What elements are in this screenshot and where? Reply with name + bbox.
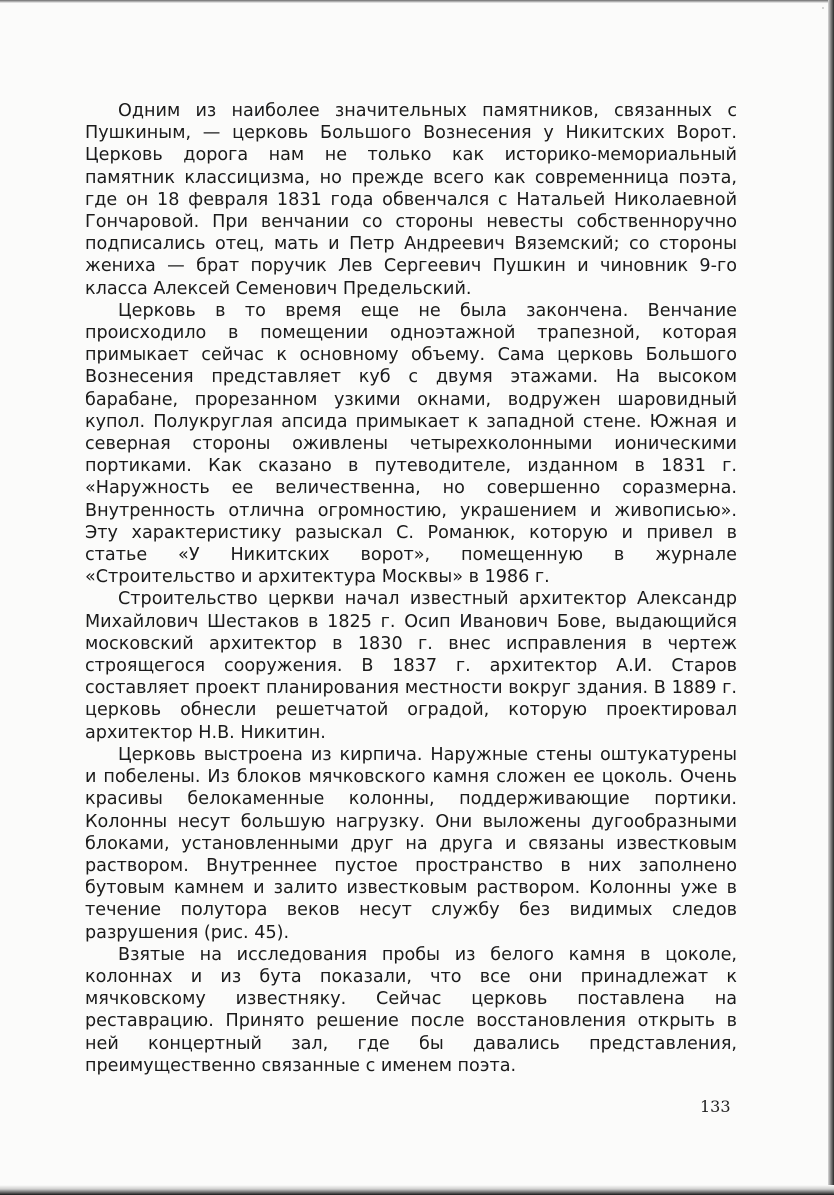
paragraph-5: Взятые на исследования пробы из белого камня в цоколе, колоннах и из бута показали, что все они принадлежат к мячковскому известняку. Сейчас церковь поставлена на реставрацию. Принято решение после восстановления открыть в ней концертный зал, где бы давались представления, преимущественно связанные с именем поэта. — [85, 944, 737, 1076]
scan-edge-top — [0, 0, 834, 3]
page-number: 133 — [700, 1097, 731, 1116]
scan-edge-bottom — [0, 1185, 834, 1195]
paragraph-1: Одним из наиболее значительных памятников, связанных с Пушкиным, — церковь Большого Вознесения у Никитских Ворот. Церковь дорога нам не только как историко-мемориальный памятник классицизма, но прежде всего как современница поэта, где он 18 февраля 1831 года обвенчался с Натальей Николаевной Гончаровой. При венчании со стороны невесты собственноручно подписались отец, мать и Петр Андреевич Вяземский; со стороны жениха — брат поручик Лев Сергеевич Пушкин и чиновник 9-го класса Алексей Семенович Предельский. — [85, 101, 737, 299]
paragraph-3: Строительство церкви начал известный архитектор Александр Михайлович Шестаков в 1825 г. Осип Иванович Бове, выдающийся московский архитектор в 1830 г. внес исправления в чертеж строящегося сооружения. В 1837 г. архитектор А.И. Старов составляет проект планирования местности вокруг здания. В 1889 г. церковь обнесли решетчатой оградой, которую проектировал архитектор Н.В. Никитин. — [85, 589, 737, 743]
scan-edge-right — [828, 0, 834, 1195]
scan-corner-mark: ᐧ — [821, 4, 824, 15]
paragraph-4: Церковь выстроена из кирпича. Наружные стены оштукатурены и побелены. Из блоков мячковского камня сложен ее цоколь. Очень красивы белокаменные колонны, поддерживающие портики. Колонны несут большую нагрузку. Они выложены дугообразными блоками, установленными друг на друга и связаны известковым раствором. Внутреннее пустое пространство в них заполнено бутовым камнем и залито известковым раствором. Колонны уже в течение полутора веков несут службу без видимых следов разрушения (рис. 45). — [85, 744, 737, 943]
paragraph-2: Церковь в то время еще не была закончена. Венчание происходило в помещении одноэтажной трапезной, которая примыкает сейчас к основному объему. Сама церковь Большого Вознесения представляет куб с двумя этажами. На высоком барабане, прорезанном узкими окнами, водружен шаровидный купол. Полукруглая апсида примыкает к западной стене. Южная и северная стороны оживлены четырехколонными ионическими портиками. Как сказано в путеводителе, изданном в 1831 г. «Наружность ее величественна, но совершенно соразмерна. Внутренность отлична огромностию, украшением и живописью». Эту характеристику разыскал С. Романюк, которую и привел в статье «У Никитских ворот», помещенную в журнале «Строительство и архитектура Москвы» в 1986 г. — [85, 300, 737, 588]
body-text — [85, 100, 737, 1077]
